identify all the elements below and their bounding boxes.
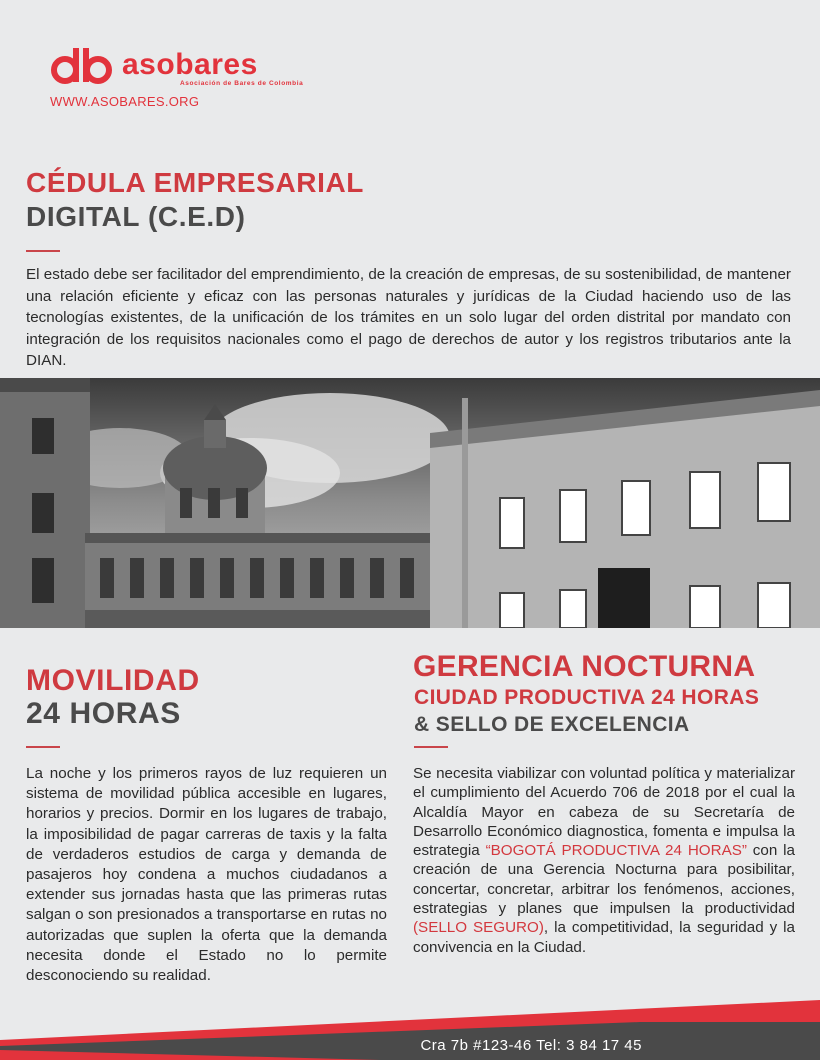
gerencia-highlight-sello: (SELLO SEGURO) [413,919,544,937]
ced-divider [26,250,60,252]
asobares-logo-icon [50,44,116,88]
movilidad-title: MOVILIDAD [26,664,200,697]
ced-subtitle: DIGITAL (C.E.D) [26,201,246,232]
footer-contact: Cra 7b #123-46 Tel: 3 84 17 45 [420,1037,642,1054]
movilidad-subtitle: 24 HORAS [26,697,181,730]
capitol-building-image [0,378,820,628]
brand-tagline: Asociación de Bares de Colombia [180,80,304,87]
gerencia-body-part-3: , la competitividad, la seguridad y la convivencia en la Ciudad. [413,919,796,956]
footer-band [0,1000,820,1060]
brand-url-link[interactable]: WWW.ASOBARES.ORG [50,94,200,109]
gerencia-title: GERENCIA NOCTURNA [413,650,756,683]
ced-body: El estado debe ser facilitador del emprendimiento, de la creación de empresas, de su sostenibilidad, de mantener una relación eficiente y eficaz con las personas naturales y jurídicas de la Ciudad haciendo uso de las tecnologías existentes, de la unificación de los trámites en un solo lugar del orden distrital por mandato con integración de los requisitos nacionales como el pago de derechos de autor y los registros tributarios ante la DIAN. [26,266,791,369]
brand-name: asobares [122,48,258,81]
gerencia-subtitle-2: & SELLO DE EXCELENCIA [414,713,690,736]
gerencia-body-part-1: Se necesita viabilizar con voluntad política y materializar el cumplimiento del Acuerdo 706 de 2018 por el cual la Alcaldía Mayor en cabeza de su Secretaría de Desarrollo Económico diagnostica, fomenta e impulsa la estrategia [413,765,795,860]
brand-logo [50,44,350,114]
gerencia-body [413,764,795,957]
movilidad-body: La noche y los primeros rayos de luz requieren un sistema de movilidad pública accesible en lugares, horarios y precios. Dormir en los lugares de trabajo, la imposibilidad de pagar carreras de taxis y la falta de verdaderos estudios de carga y demanda de pasajeros hoy condena a muchos ciudadanos a extender sus jornadas hasta que las primeras rutas salgan o son presionados a transportarse en rutas no autorizadas que suplen la oferta que la demanda necesita donde el Estado no lo permite desconociendo su realidad. [26,765,387,985]
gerencia-body-part-2: con la creación de una Gerencia Nocturna para posibilitar, concertar, concretar, arbitrar los fenómenos, acciones, estrategias y planes que impulsen la productividad [413,842,796,918]
building-photo [0,378,820,628]
gerencia-highlight-bogota: “BOGOTÁ PRODUCTIVA 24 HORAS” [485,842,747,860]
ced-title: CÉDULA EMPRESARIAL [26,167,364,198]
gerencia-divider [414,746,448,748]
gerencia-subtitle: CIUDAD PRODUCTIVA 24 HORAS [414,686,760,709]
movilidad-divider [26,746,60,748]
